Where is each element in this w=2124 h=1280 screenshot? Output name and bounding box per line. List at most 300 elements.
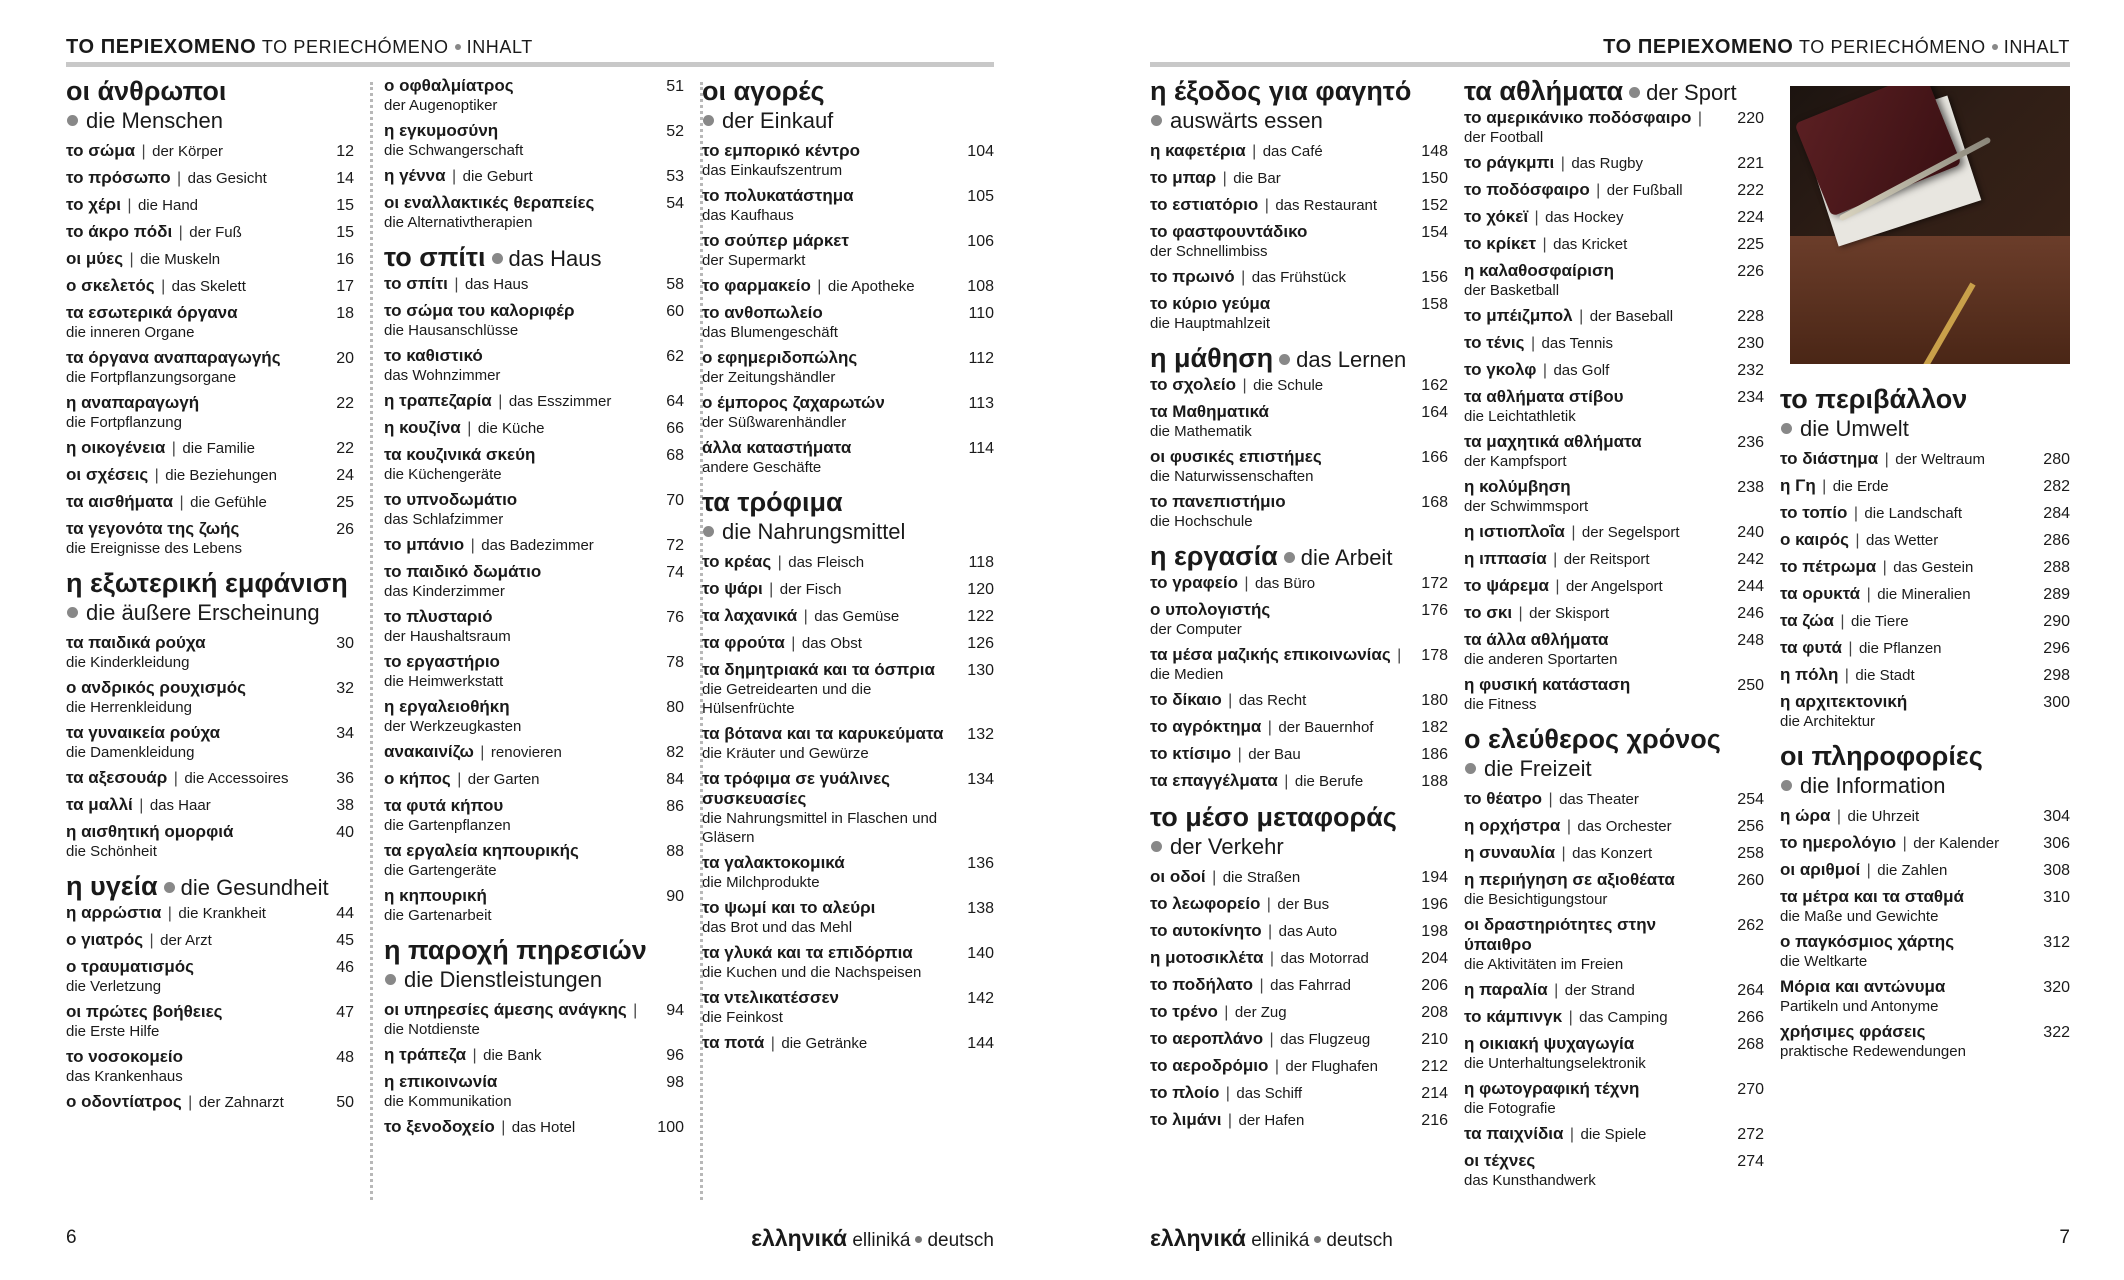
toc-entry[interactable] xyxy=(1464,180,1764,201)
toc-entry[interactable] xyxy=(1464,207,1764,228)
toc-entry[interactable] xyxy=(66,678,354,717)
entry-page-number: 206 xyxy=(1421,977,1448,994)
toc-entry[interactable] xyxy=(1150,1083,1448,1104)
toc-entry[interactable] xyxy=(702,988,994,1027)
toc-entry[interactable] xyxy=(66,168,354,189)
entry-greek: το τρένο xyxy=(1150,1002,1218,1021)
toc-entry[interactable] xyxy=(1780,833,2070,854)
toc-entry[interactable] xyxy=(384,76,684,115)
separator: | xyxy=(1262,896,1276,913)
entry-german: die Familie xyxy=(182,440,255,457)
toc-entry[interactable] xyxy=(66,492,354,513)
toc-entry[interactable] xyxy=(1464,549,1764,570)
entry-german: das Motorrad xyxy=(1280,950,1369,967)
toc-entry[interactable] xyxy=(1780,1022,2070,1061)
toc-entry[interactable] xyxy=(1150,894,1448,915)
header-transliteration: TO PERIECHÓMENO xyxy=(1799,37,1986,57)
toc-entry[interactable] xyxy=(1150,771,1448,792)
toc-entry-text xyxy=(384,796,640,835)
toc-entry[interactable] xyxy=(66,768,354,789)
toc-entry[interactable] xyxy=(702,606,994,627)
separator: | xyxy=(1255,977,1269,994)
toc-entry-text xyxy=(702,988,950,1027)
toc-entry-text xyxy=(1780,449,2026,469)
toc-entry-text xyxy=(702,231,950,270)
separator: | xyxy=(1538,362,1552,379)
entry-page-number: 22 xyxy=(336,440,354,457)
entry-greek: η επικοινωνία xyxy=(384,1072,498,1091)
entry-greek: το πρόσωπο xyxy=(66,168,171,187)
toc-entry[interactable] xyxy=(702,1033,994,1054)
toc-entry[interactable] xyxy=(702,769,994,847)
entry-greek: η εγκυμοσύνη xyxy=(384,121,499,140)
toc-entry[interactable] xyxy=(384,742,684,763)
entry-page-number: 230 xyxy=(1737,335,1764,352)
toc-entry[interactable] xyxy=(1464,432,1764,471)
toc-entry[interactable] xyxy=(1150,375,1448,396)
separator: | xyxy=(1840,667,1854,684)
toc-entry[interactable] xyxy=(702,231,994,270)
toc-entry-text xyxy=(66,519,310,558)
entry-page-number: 250 xyxy=(1737,677,1764,694)
toc-entry[interactable] xyxy=(1464,843,1764,864)
entry-greek: τα Μαθηματικά xyxy=(1150,402,1269,421)
toc-entry[interactable] xyxy=(66,195,354,216)
entry-page-number: 246 xyxy=(1737,605,1764,622)
toc-entry[interactable] xyxy=(66,141,354,162)
entry-german: der Skisport xyxy=(1529,605,1610,622)
entry-german: das Theater xyxy=(1559,791,1639,808)
toc-entry[interactable] xyxy=(1464,333,1764,354)
toc-entry[interactable] xyxy=(1150,717,1448,738)
toc-entry[interactable] xyxy=(1464,153,1764,174)
entry-german: der Fußball xyxy=(1606,182,1683,199)
toc-entry[interactable] xyxy=(384,697,684,736)
bullet-icon xyxy=(1629,87,1640,98)
toc-entry[interactable] xyxy=(1150,141,1448,162)
entry-greek: το αγρόκτημα xyxy=(1150,717,1262,736)
toc-entry[interactable] xyxy=(1150,645,1448,684)
entry-page-number: 270 xyxy=(1737,1081,1764,1098)
toc-entry[interactable] xyxy=(1780,977,2070,1016)
entry-greek: το εστιατόριο xyxy=(1150,195,1259,214)
entry-page-number: 53 xyxy=(666,168,684,185)
separator: | xyxy=(1218,170,1232,187)
entry-greek: το χέρι xyxy=(66,195,121,214)
entry-page-number: 238 xyxy=(1737,479,1764,496)
toc-entry[interactable] xyxy=(1464,522,1764,543)
entry-page-number: 266 xyxy=(1737,1009,1764,1026)
toc-entry[interactable] xyxy=(702,943,994,982)
toc-entry-text xyxy=(1780,503,2026,523)
toc-entry[interactable] xyxy=(384,301,684,340)
toc-entry[interactable] xyxy=(66,795,354,816)
toc-section xyxy=(1464,724,1764,1190)
toc-entry[interactable] xyxy=(702,898,994,937)
entry-page-number: 110 xyxy=(968,305,994,322)
toc-entry[interactable] xyxy=(1464,630,1764,669)
entry-german: das Restaurant xyxy=(1275,197,1378,214)
entry-german: die Verletzung xyxy=(66,978,162,995)
toc-entry-text xyxy=(66,1047,310,1086)
entry-german: das Hotel xyxy=(511,1119,576,1136)
toc-entry-text xyxy=(384,742,640,762)
separator: | xyxy=(1557,845,1571,862)
entry-page-number: 132 xyxy=(967,726,994,743)
toc-entry[interactable] xyxy=(702,853,994,892)
toc-entry-text xyxy=(702,660,950,718)
entry-greek: τα παιδικά ρούχα xyxy=(66,633,206,652)
toc-entry[interactable] xyxy=(1464,360,1764,381)
toc-entry[interactable] xyxy=(66,903,354,924)
toc-entry[interactable] xyxy=(66,249,354,270)
entry-page-number: 24 xyxy=(336,467,354,484)
toc-entry[interactable] xyxy=(1780,887,2070,926)
entry-greek: η κολύμβηση xyxy=(1464,477,1571,496)
toc-entry-text xyxy=(1150,492,1404,531)
toc-entry-text xyxy=(384,121,640,160)
entry-german: das Fahrrad xyxy=(1270,977,1351,994)
entry-german: die Weltkarte xyxy=(1780,953,1868,970)
toc-entry[interactable] xyxy=(384,796,684,835)
toc-entry[interactable] xyxy=(1464,261,1764,300)
language-german: deutsch xyxy=(927,1230,994,1251)
entry-greek: η περιήγηση σε αξιοθέατα xyxy=(1464,870,1675,889)
toc-entry[interactable] xyxy=(384,418,684,439)
entry-page-number: 105 xyxy=(967,188,994,205)
toc-entry[interactable] xyxy=(1464,1034,1764,1073)
toc-entry[interactable] xyxy=(384,193,684,232)
separator: | xyxy=(468,1047,482,1064)
toc-entry[interactable] xyxy=(1150,222,1448,261)
toc-entry[interactable] xyxy=(66,1047,354,1086)
toc-entry[interactable] xyxy=(1780,638,2070,659)
toc-entry-text xyxy=(1464,789,1720,809)
entry-page-number: 234 xyxy=(1737,389,1764,406)
toc-entry[interactable] xyxy=(1464,1007,1764,1028)
toc-entry[interactable] xyxy=(66,393,354,432)
toc-entry[interactable] xyxy=(66,633,354,672)
toc-section xyxy=(702,76,994,477)
toc-entry[interactable] xyxy=(1150,600,1448,639)
entry-greek: η γέννα xyxy=(384,166,446,185)
toc-entry[interactable] xyxy=(1464,108,1764,147)
left-page-header xyxy=(66,36,994,67)
toc-entry[interactable] xyxy=(702,633,994,654)
toc-entry[interactable] xyxy=(1464,1151,1764,1190)
toc-entry[interactable] xyxy=(66,465,354,486)
entry-page-number: 98 xyxy=(666,1074,684,1091)
entry-german: das Konzert xyxy=(1572,845,1653,862)
toc-entry[interactable] xyxy=(384,886,684,925)
toc-entry-text xyxy=(1150,573,1404,593)
toc-entry[interactable] xyxy=(1780,665,2070,686)
toc-entry[interactable] xyxy=(1150,1029,1448,1050)
entry-german: das Schiff xyxy=(1236,1085,1303,1102)
entry-german: das Esszimmer xyxy=(508,393,612,410)
toc-entry[interactable] xyxy=(702,579,994,600)
toc-entry[interactable] xyxy=(1150,867,1448,888)
entry-german: das Flugzeug xyxy=(1280,1031,1371,1048)
toc-entry[interactable] xyxy=(384,274,684,295)
bullet-icon xyxy=(455,44,461,50)
toc-entry[interactable] xyxy=(384,121,684,160)
toc-entry[interactable] xyxy=(1150,744,1448,765)
toc-entry[interactable] xyxy=(1150,948,1448,969)
toc-entry[interactable] xyxy=(66,930,354,951)
toc-entry[interactable] xyxy=(384,562,684,601)
toc-entry[interactable] xyxy=(1464,1079,1764,1118)
entry-page-number: 22 xyxy=(336,395,354,412)
entry-greek: ο κήπος xyxy=(384,769,451,788)
entry-german: der Computer xyxy=(1150,621,1242,638)
entry-page-number: 54 xyxy=(666,195,684,212)
toc-entry-text xyxy=(66,930,310,950)
entry-page-number: 47 xyxy=(336,1004,354,1021)
entry-greek: η τράπεζα xyxy=(384,1045,467,1064)
toc-entry-text xyxy=(1780,833,2026,853)
entry-page-number: 208 xyxy=(1421,1004,1448,1021)
toc-entry-text xyxy=(384,652,640,691)
entry-page-number: 172 xyxy=(1421,575,1448,592)
separator: | xyxy=(1549,982,1563,999)
entry-greek: το καθιστικό xyxy=(384,346,483,365)
toc-entry[interactable] xyxy=(66,822,354,861)
toc-entry[interactable] xyxy=(384,1045,684,1066)
entry-greek: τα κουζινικά σκεύη xyxy=(384,445,536,464)
toc-entry[interactable] xyxy=(66,1002,354,1041)
toc-entry[interactable] xyxy=(384,166,684,187)
toc-entry[interactable] xyxy=(1150,1110,1448,1131)
toc-entry-text xyxy=(1780,476,2026,496)
entry-greek: ο υπολογιστής xyxy=(1150,600,1271,619)
entry-greek: η τραπεζαρία xyxy=(384,391,492,410)
toc-entry[interactable] xyxy=(1464,234,1764,255)
toc-entry[interactable] xyxy=(1150,168,1448,189)
toc-entry[interactable] xyxy=(1464,576,1764,597)
entry-page-number: 296 xyxy=(2043,640,2070,657)
separator: | xyxy=(1544,791,1558,808)
entry-greek: τα αξεσουάρ xyxy=(66,768,168,787)
toc-entry[interactable] xyxy=(66,303,354,342)
toc-entry[interactable] xyxy=(1464,477,1764,516)
entry-greek: η πόλη xyxy=(1780,665,1839,684)
entry-german: das Kricket xyxy=(1553,236,1628,253)
toc-entry[interactable] xyxy=(1150,294,1448,333)
toc-entry[interactable] xyxy=(66,957,354,996)
toc-entry[interactable] xyxy=(384,769,684,790)
entry-page-number: 84 xyxy=(666,771,684,788)
entry-greek: η αναπαραγωγή xyxy=(66,393,200,412)
toc-entry-text xyxy=(1150,447,1404,486)
page-number: 6 xyxy=(66,1227,77,1248)
bullet-icon xyxy=(703,115,714,126)
separator: | xyxy=(183,1094,197,1111)
entry-page-number: 236 xyxy=(1737,434,1764,451)
toc-entry[interactable] xyxy=(702,303,994,342)
entry-page-number: 108 xyxy=(967,278,994,295)
toc-entry[interactable] xyxy=(702,552,994,573)
entry-page-number: 280 xyxy=(2043,451,2070,468)
toc-entry[interactable] xyxy=(384,391,684,412)
toc-entry[interactable] xyxy=(66,1092,354,1113)
section-subtitle xyxy=(158,875,329,900)
toc-entry-text xyxy=(1464,1034,1720,1073)
toc-entry[interactable] xyxy=(1150,402,1448,441)
entry-page-number: 15 xyxy=(336,197,354,214)
toc-entry[interactable] xyxy=(702,141,994,180)
section-title-greek: τα τρόφιμα xyxy=(702,487,843,517)
toc-entry[interactable] xyxy=(1150,267,1448,288)
toc-entry-text xyxy=(384,391,640,411)
separator: | xyxy=(1221,1085,1235,1102)
entry-page-number: 222 xyxy=(1737,182,1764,199)
entry-german: die Landschaft xyxy=(1864,505,1962,522)
toc-entry[interactable] xyxy=(702,724,994,763)
entry-german: der Werkzeugkasten xyxy=(384,718,522,735)
toc-entry[interactable] xyxy=(1780,584,2070,605)
section-subtitle xyxy=(1150,107,1448,135)
toc-entry[interactable] xyxy=(1780,503,2070,524)
toc-section xyxy=(66,871,354,1113)
bullet-icon xyxy=(1151,841,1162,852)
toc-entry[interactable] xyxy=(1464,816,1764,837)
toc-entry[interactable] xyxy=(1150,492,1448,531)
toc-entry[interactable] xyxy=(66,348,354,387)
toc-entry[interactable] xyxy=(1464,980,1764,1001)
toc-entry[interactable] xyxy=(1150,975,1448,996)
toc-entry[interactable] xyxy=(1150,573,1448,594)
toc-entry[interactable] xyxy=(702,393,994,432)
entry-greek: τα επαγγέλματα xyxy=(1150,771,1278,790)
toc-entry[interactable] xyxy=(1780,692,2070,731)
entry-greek: οι οδοί xyxy=(1150,867,1206,886)
toc-entry[interactable] xyxy=(1780,932,2070,971)
entry-german: die Muskeln xyxy=(140,251,221,268)
bullet-icon xyxy=(1314,1236,1321,1243)
toc-entry[interactable] xyxy=(1464,603,1764,624)
language-label xyxy=(751,1225,994,1252)
toc-entry[interactable] xyxy=(702,276,994,297)
toc-entry[interactable] xyxy=(1150,690,1448,711)
separator: | xyxy=(628,1002,638,1019)
toc-entry[interactable] xyxy=(66,276,354,297)
entry-page-number: 210 xyxy=(1421,1031,1448,1048)
toc-entry[interactable] xyxy=(1780,611,2070,632)
toc-entry[interactable] xyxy=(1150,921,1448,942)
toc-entry[interactable] xyxy=(702,438,994,477)
bullet-icon xyxy=(385,974,396,985)
section-title-greek: η εργασία xyxy=(1150,541,1278,571)
entry-greek: ο οφθαλμίατρος xyxy=(384,76,514,95)
toc-entry[interactable] xyxy=(1464,870,1764,909)
separator: | xyxy=(1835,613,1850,630)
toc-entry-text xyxy=(1150,690,1404,710)
toc-entry[interactable] xyxy=(1150,447,1448,486)
toc-entry[interactable] xyxy=(384,1117,684,1138)
section-title xyxy=(1780,384,2070,415)
toc-entry[interactable] xyxy=(702,660,994,718)
toc-entry-text xyxy=(1464,1151,1720,1190)
entry-german: die Milchprodukte xyxy=(702,874,820,891)
toc-entry[interactable] xyxy=(384,841,684,880)
toc-entry[interactable] xyxy=(384,607,684,646)
toc-entry[interactable] xyxy=(384,445,684,484)
toc-entry[interactable] xyxy=(1464,387,1764,426)
right-page-footer xyxy=(1150,1225,2070,1253)
toc-entry[interactable] xyxy=(1464,1124,1764,1145)
toc-entry[interactable] xyxy=(702,348,994,387)
entry-greek: τα ορυκτά xyxy=(1780,584,1861,603)
entry-german: der Süßwarenhändler xyxy=(702,414,847,431)
toc-entry[interactable] xyxy=(1464,675,1764,714)
toc-entry[interactable] xyxy=(384,490,684,529)
toc-entry[interactable] xyxy=(1464,306,1764,327)
toc-entry-text xyxy=(702,724,950,763)
bullet-icon xyxy=(1781,780,1792,791)
toc-entry[interactable] xyxy=(1150,1002,1448,1023)
toc-entry[interactable] xyxy=(66,438,354,459)
toc-entry-text xyxy=(702,769,950,847)
toc-entry[interactable] xyxy=(1150,195,1448,216)
toc-entry[interactable] xyxy=(1780,476,2070,497)
toc-entry[interactable] xyxy=(1464,789,1764,810)
entry-german: die Damenkleidung xyxy=(66,744,195,761)
entry-german: der Augenoptiker xyxy=(384,97,498,114)
entry-german: die Zahlen xyxy=(1877,862,1948,879)
toc-entry-text xyxy=(1780,692,2026,731)
toc-entry[interactable] xyxy=(1780,806,2070,827)
toc-entry[interactable] xyxy=(1150,1056,1448,1077)
toc-entry[interactable] xyxy=(1780,530,2070,551)
entry-german: der Zahnarzt xyxy=(198,1094,284,1111)
section-subtitle xyxy=(1273,347,1406,372)
toc-entry[interactable] xyxy=(66,519,354,558)
toc-entry[interactable] xyxy=(702,186,994,225)
toc-column-6 xyxy=(1780,384,2070,1071)
toc-entry-text xyxy=(1150,195,1404,215)
toc-entry[interactable] xyxy=(1464,915,1764,974)
toc-entry[interactable] xyxy=(66,723,354,762)
section-subtitle-german: der Einkauf xyxy=(722,108,834,133)
entry-page-number: 264 xyxy=(1737,982,1764,999)
toc-entry[interactable] xyxy=(66,222,354,243)
section-title xyxy=(702,76,994,107)
entry-page-number: 126 xyxy=(967,635,994,652)
toc-entry[interactable] xyxy=(384,1072,684,1111)
entry-german: der Bauernhof xyxy=(1278,719,1374,736)
entry-german: die Kuchen und die Nachspeisen xyxy=(702,964,922,981)
toc-entry[interactable] xyxy=(1780,557,2070,578)
entry-greek: η οικογένεια xyxy=(66,438,166,457)
separator: | xyxy=(1270,1058,1284,1075)
entry-german: die Herrenkleidung xyxy=(66,699,192,716)
column-divider xyxy=(370,82,373,1200)
toc-entry-text xyxy=(66,438,310,458)
section-title-greek: οι αγορές xyxy=(702,76,825,106)
toc-entry[interactable] xyxy=(1780,860,2070,881)
toc-entry[interactable] xyxy=(384,652,684,691)
toc-entry-text xyxy=(1780,584,2026,604)
toc-entry[interactable] xyxy=(384,535,684,556)
toc-entry[interactable] xyxy=(384,346,684,385)
toc-entry[interactable] xyxy=(1780,449,2070,470)
entry-german: der Supermarkt xyxy=(702,252,806,269)
entry-page-number: 26 xyxy=(336,521,354,538)
entry-page-number: 122 xyxy=(967,608,994,625)
section-title-greek: η έξοδος για φαγητό xyxy=(1150,76,1412,106)
toc-entry[interactable] xyxy=(384,1000,684,1039)
